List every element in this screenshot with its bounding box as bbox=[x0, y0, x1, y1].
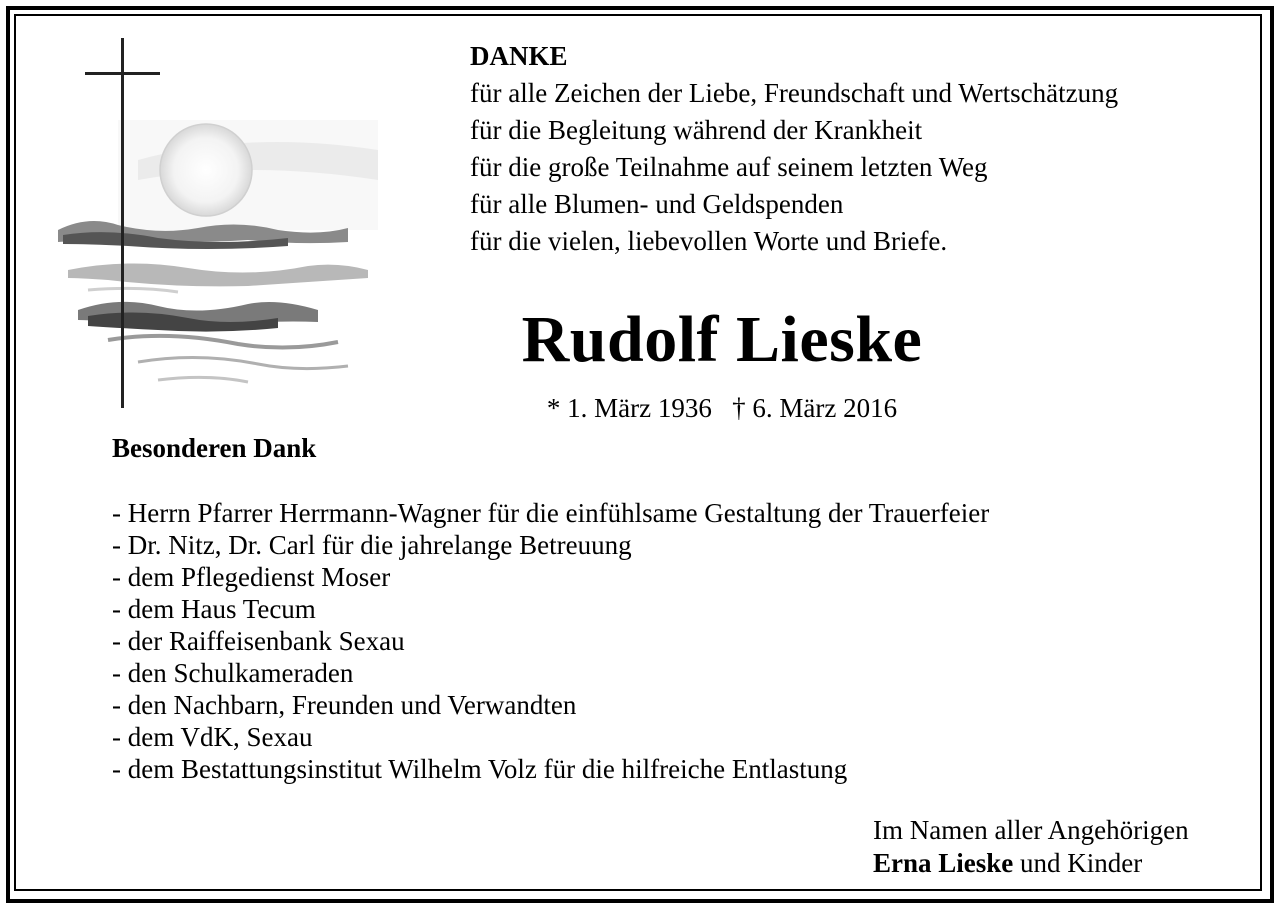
danke-line: für alle Zeichen der Liebe, Freundschaft und Wertschätzung bbox=[470, 78, 1119, 108]
danke-title: DANKE bbox=[470, 41, 568, 71]
list-item: - der Raiffeisenbank Sexau bbox=[112, 626, 405, 656]
danke-line: für die vielen, liebevollen Worte und Briefe. bbox=[470, 226, 948, 256]
list-item: - Herrn Pfarrer Herrmann-Wagner für die einfühlsame Gestaltung der Trauerfeier bbox=[112, 498, 990, 528]
danke-line: für die große Teilnahme auf seinem letzten Weg bbox=[470, 152, 988, 182]
list-item: - den Nachbarn, Freunden und Verwandten bbox=[112, 690, 577, 720]
list-item: - Dr. Nitz, Dr. Carl für die jahrelange Betreuung bbox=[112, 530, 632, 560]
list-item: - dem Haus Tecum bbox=[112, 594, 316, 624]
list-item: - dem Pflegedienst Moser bbox=[112, 562, 391, 592]
danke-block bbox=[470, 38, 1118, 260]
deceased-name: Rudolf Lieske bbox=[521, 303, 923, 376]
life-dates: * 1. März 1936 † 6. März 2016 bbox=[546, 393, 898, 423]
list-item: - dem VdK, Sexau bbox=[112, 722, 313, 752]
danke-line: für die Begleitung während der Krankheit bbox=[470, 115, 923, 145]
signature-names bbox=[873, 847, 1189, 880]
special-thanks-heading: Besonderen Dank bbox=[112, 433, 317, 463]
signature-suffix: und Kinder bbox=[1013, 848, 1143, 878]
signature-block bbox=[873, 814, 1189, 880]
list-item: - den Schulkameraden bbox=[112, 658, 354, 688]
signature-name: Erna Lieske bbox=[873, 848, 1014, 878]
list-item: - dem Bestattungsinstitut Wilhelm Volz für die hilfreiche Entlastung bbox=[112, 754, 848, 784]
special-thanks-list bbox=[112, 497, 989, 785]
danke-line: für alle Blumen- und Geldspenden bbox=[470, 189, 844, 219]
signature-line: Im Namen aller Angehörigen bbox=[873, 815, 1189, 845]
